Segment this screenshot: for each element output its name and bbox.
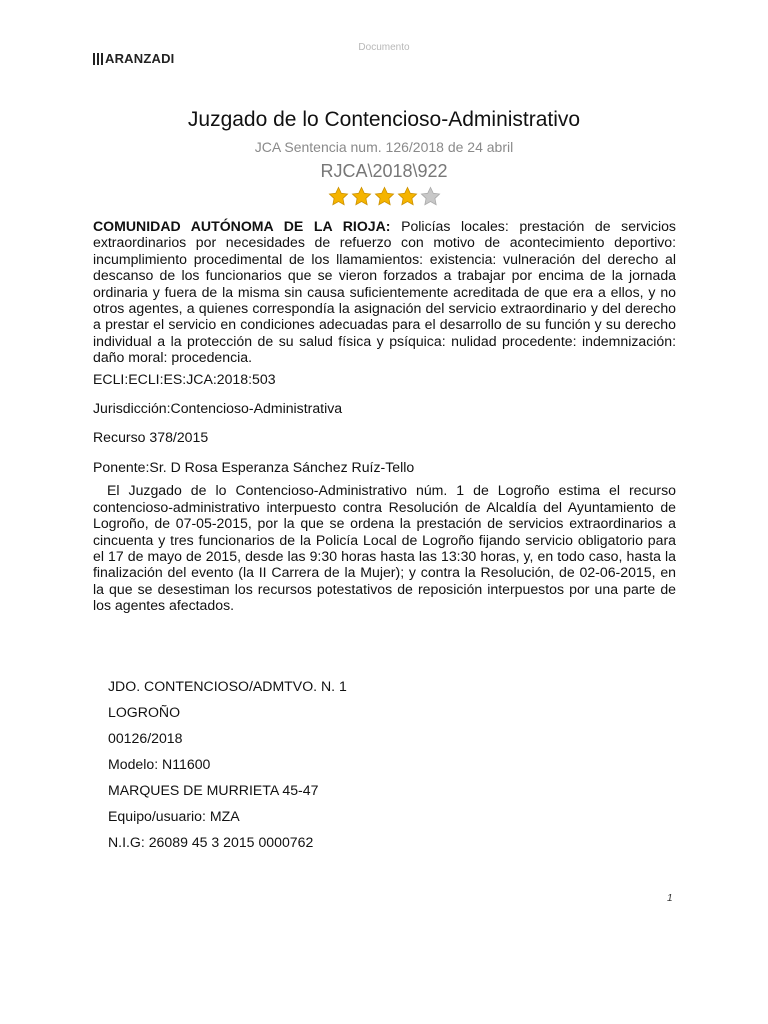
court-header-line: MARQUES DE MURRIETA 45-47 — [108, 782, 319, 798]
star-filled-icon — [396, 185, 419, 208]
aranzadi-logo — [93, 51, 174, 66]
court-header-line: 00126/2018 — [108, 730, 183, 746]
sentence-subtitle: JCA Sentencia num. 126/2018 de 24 abril — [254, 139, 514, 155]
document-body — [93, 218, 676, 614]
court-header-line: Equipo/usuario: MZA — [108, 808, 240, 824]
rating-stars — [0, 185, 768, 211]
court-header-line: JDO. CONTENCIOSO/ADMTVO. N. 1 — [108, 678, 347, 694]
star-filled-icon — [327, 185, 350, 208]
court-header-line: Modelo: N11600 — [108, 756, 211, 772]
metadata-block — [93, 371, 676, 476]
appeal-line: Recurso 378/2015 — [93, 429, 209, 446]
court-header-line: LOGROÑO — [108, 704, 181, 720]
summary-text: Policías locales: prestación de servicios extraordinarios por necesidades de refuerzo con motivo de acontecimiento deportivo: incumplimiento procedimental de los llamamientos: existencia: vulneración del derecho al descanso de los funcionarios que se vieron forzados a trabajar por encima de la jornada ordinaria y fuera de la misma sin causa suficientemente acreditada de que era a ellos, y no otros agentes, a quienes correspondía la asignación del servicio extraordinario y del derecho a prestar el servicio en condiciones adecuadas para el desarrollo de su función y su derecho individual a la protección de su salud física y psíquica: nulidad procedente: indemnización: daño moral: procedencia. — [93, 218, 676, 366]
summary-heading: COMUNIDAD AUTÓNOMA DE LA RIOJA: — [93, 218, 391, 234]
court-header-block — [108, 678, 347, 860]
star-filled-icon — [350, 185, 373, 208]
reference-code: RJCA\2018\922 — [320, 161, 448, 181]
court-header-line: N.I.G: 26089 45 3 2015 0000762 — [108, 834, 314, 850]
star-filled-icon — [373, 185, 396, 208]
document-header-label: Documento — [358, 42, 410, 53]
description-paragraph: El Juzgado de lo Contencioso-Administrativo núm. 1 de Logroño estima el recurso contencioso-administrativo interpuesto contra Resolución de Alcaldía del Ayuntamiento de Logroño, de 07-05-2015, por la que se ordena la prestación de servicios extraordinarios a cincuenta y tres funcionarios de la Policía Local de Logroño fijando servicio obligatorio para el 17 de mayo de 2015, desde las 9:30 horas hasta las 13:30 horas, y, en todo caso, hasta la finalización del evento (la II Carrera de la Mujer); y contra la Resolución, de 02-06-2015, en la que se desestiman los recursos potestativos de reposición interpuestos por una parte de los agentes afectados. — [93, 482, 676, 614]
title-block — [0, 106, 768, 211]
page-number: 1 — [667, 893, 673, 904]
star-empty-icon — [419, 185, 442, 208]
court-title: Juzgado de lo Contencioso-Administrativo — [187, 108, 581, 131]
summary-paragraph — [93, 218, 676, 366]
logo-text: ARANZADI — [105, 51, 175, 66]
speaker-line: Ponente:Sr. D Rosa Esperanza Sánchez Ruíz-Tello — [93, 458, 415, 475]
logo-bars-icon — [93, 53, 103, 65]
jurisdiction-line: Jurisdicción:Contencioso-Administrativa — [93, 400, 343, 417]
ecli-line: ECLI:ECLI:ES:JCA:2018:503 — [93, 370, 276, 387]
